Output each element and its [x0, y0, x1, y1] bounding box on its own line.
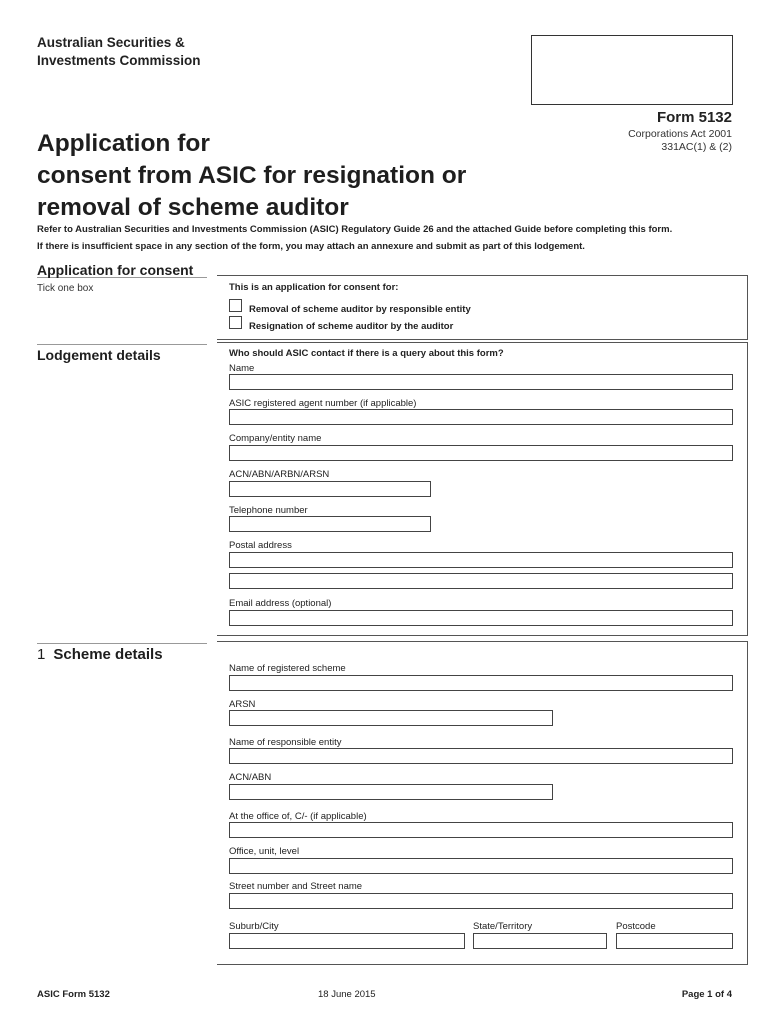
space-note: If there is insufficient space in any section of the form, you may attach an annexure and submit as part of this lodgement.: [37, 241, 585, 252]
postal-address-line-1[interactable]: [229, 552, 733, 568]
acn-input[interactable]: [229, 481, 431, 497]
act-line-2: 331AC(1) & (2): [661, 141, 732, 153]
title-line-3: removal of scheme auditor: [37, 194, 349, 221]
office-unit-input[interactable]: [229, 858, 733, 874]
scheme-name-label: Name of registered scheme: [229, 663, 346, 674]
footer-page-number: Page 1 of 4: [681, 989, 732, 1000]
office-of-label: At the office of, C/- (if applicable): [229, 811, 367, 822]
street-input[interactable]: [229, 893, 733, 909]
suburb-label: Suburb/City: [229, 921, 279, 932]
state-label: State/Territory: [473, 921, 533, 932]
page-title: [37, 128, 597, 224]
tick-one-note: Tick one box: [37, 283, 94, 294]
name-label: Name: [229, 363, 255, 374]
company-input[interactable]: [229, 445, 733, 461]
agent-number-label: ASIC registered agent number (if applicable): [229, 398, 417, 409]
application-heading: Application for consent: [37, 262, 194, 278]
acn-label: ACN/ABN/ARBN/ARSN: [229, 469, 330, 480]
organisation-name: [37, 34, 201, 70]
organisation-line-1: Australian Securities &: [37, 35, 185, 50]
telephone-label: Telephone number: [229, 505, 308, 516]
state-input[interactable]: [473, 933, 607, 949]
scheme-name-input[interactable]: [229, 675, 733, 691]
acn-abn-label: ACN/ABN: [229, 772, 272, 783]
email-label: Email address (optional): [229, 598, 332, 609]
section-divider: [37, 643, 207, 644]
postal-address-line-2[interactable]: [229, 573, 733, 589]
lodgement-question: Who should ASIC contact if there is a query about this form?: [229, 348, 504, 359]
office-unit-label: Office, unit, level: [229, 846, 300, 857]
act-line-1: Corporations Act 2001: [628, 128, 732, 140]
arsn-input[interactable]: [229, 710, 553, 726]
removal-checkbox[interactable]: [229, 299, 242, 312]
entity-name-input[interactable]: [229, 748, 733, 764]
scheme-heading: [37, 646, 163, 663]
arsn-label: ARSN: [229, 699, 256, 710]
application-question: This is an application for consent for:: [229, 282, 399, 293]
section-divider: [37, 344, 207, 345]
scheme-heading-text: Scheme details: [53, 646, 163, 663]
lodgement-heading: Lodgement details: [37, 347, 161, 363]
title-line-1: Application for: [37, 130, 210, 157]
office-of-input[interactable]: [229, 822, 733, 838]
legislation-reference: [628, 128, 732, 154]
suburb-input[interactable]: [229, 933, 465, 949]
postal-address-label: Postal address: [229, 540, 292, 551]
telephone-input[interactable]: [229, 516, 431, 532]
company-label: Company/entity name: [229, 433, 322, 444]
form-number: Form 5132: [656, 109, 732, 126]
email-input[interactable]: [229, 610, 733, 626]
postcode-input[interactable]: [616, 933, 733, 949]
entity-name-label: Name of responsible entity: [229, 737, 342, 748]
section-number: 1: [37, 646, 46, 663]
street-label: Street number and Street name: [229, 881, 363, 892]
office-use-stamp-box: [531, 35, 733, 105]
resignation-option-label: Resignation of scheme auditor by the auditor: [249, 321, 454, 332]
refer-guide-note: Refer to Australian Securities and Investments Commission (ASIC) Regulatory Guide 26 and the attached Guide before completing this form.: [37, 224, 673, 235]
agent-number-input[interactable]: [229, 409, 733, 425]
name-input[interactable]: [229, 374, 733, 390]
acn-abn-input[interactable]: [229, 784, 553, 800]
postcode-label: Postcode: [616, 921, 656, 932]
footer-date: 18 June 2015: [318, 989, 376, 1000]
footer-form-name: ASIC Form 5132: [37, 989, 110, 1000]
resignation-checkbox[interactable]: [229, 316, 242, 329]
title-line-2: consent from ASIC for resignation or: [37, 162, 467, 189]
removal-option-label: Removal of scheme auditor by responsible entity: [249, 304, 471, 315]
organisation-line-2: Investments Commission: [37, 53, 201, 68]
